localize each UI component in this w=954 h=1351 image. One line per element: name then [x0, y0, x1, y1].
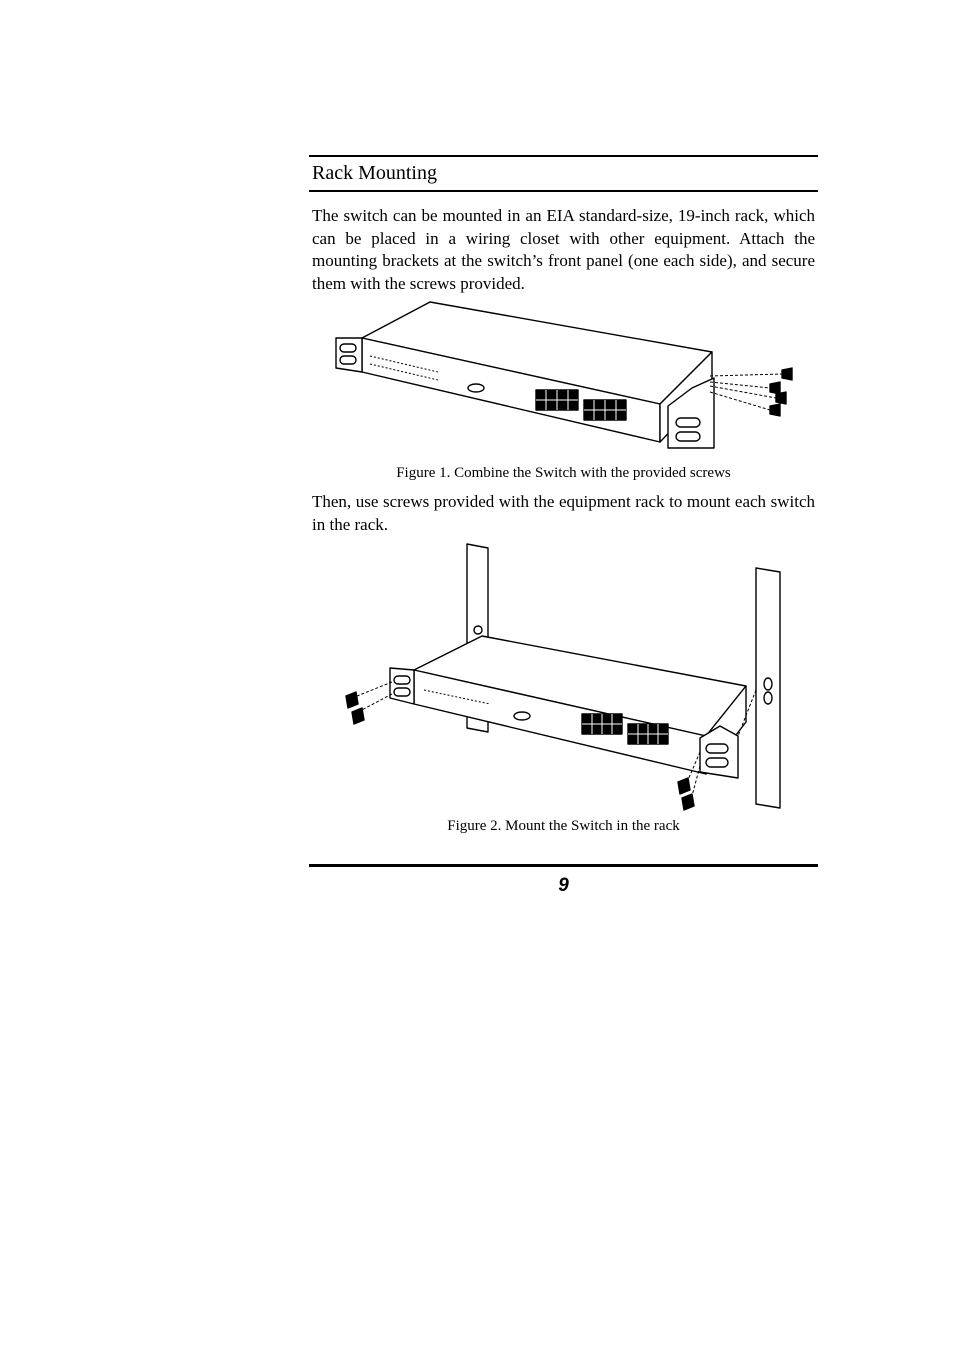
- figure-1-caption: Figure 1. Combine the Switch with the provided screws: [396, 465, 731, 481]
- body-paragraph-1: The switch can be mounted in an EIA standard-size, 19-inch rack, which can be placed in a wiring closet with other equipment. Attach the mounting brackets at the switch’s front panel (one each side), and secure them with the screws provided.: [312, 206, 815, 293]
- figure-2-illustration: [340, 540, 790, 815]
- figure-1-illustration: [330, 298, 810, 460]
- page-number: 9: [558, 875, 569, 896]
- body-paragraph-2: Then, use screws provided with the equipment rack to mount each switch in the rack.: [312, 492, 815, 534]
- top-rule: [309, 155, 818, 157]
- footer-rule: [309, 864, 818, 867]
- figure-2-caption: Figure 2. Mount the Switch in the rack: [447, 818, 680, 834]
- section-title: Rack Mounting: [312, 162, 437, 184]
- title-underline-rule: [309, 190, 818, 192]
